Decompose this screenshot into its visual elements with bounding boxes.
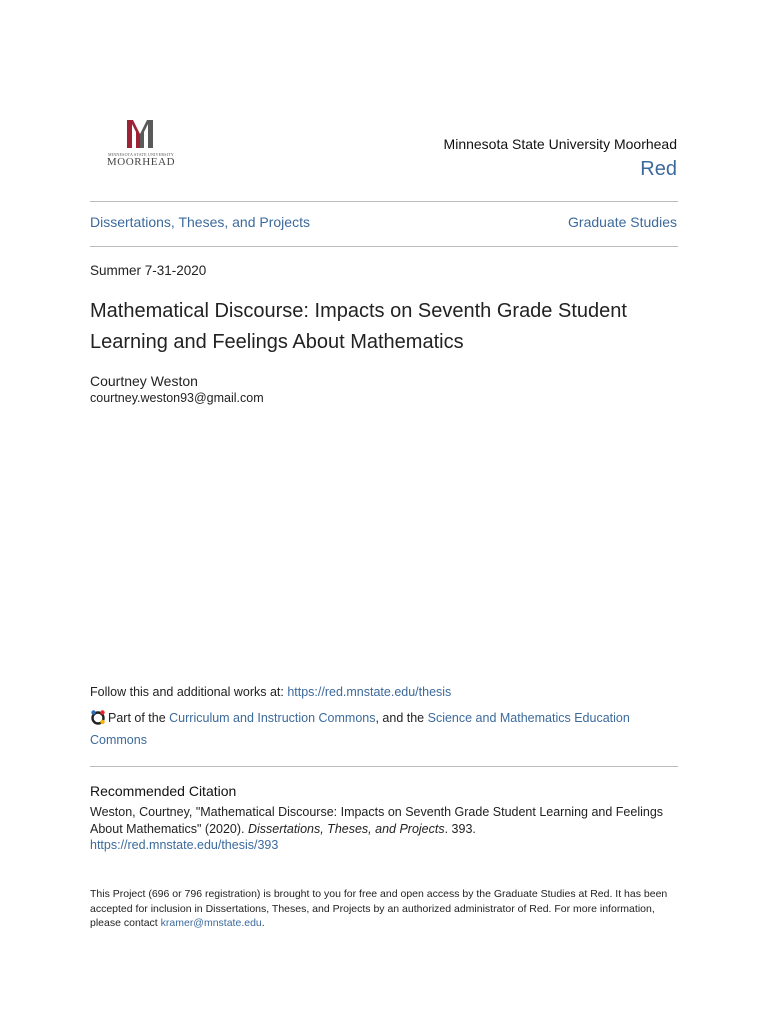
recommended-citation-heading: Recommended Citation — [90, 783, 237, 799]
citation-series: Dissertations, Theses, and Projects — [247, 821, 445, 836]
document-title: Mathematical Discourse: Impacts on Seventh Grade Student Learning and Feelings About Mathematics — [90, 300, 627, 353]
citation-part-2: . 393. — [444, 821, 476, 836]
university-logo[interactable] — [100, 116, 182, 172]
access-statement-end: . — [261, 917, 265, 929]
author-name: Courtney Weston — [90, 373, 198, 389]
divider — [90, 246, 678, 247]
publication-date: Summer 7-31-2020 — [90, 263, 207, 278]
logo-small-text: MINNESOTA STATE UNIVERSITY — [108, 152, 174, 157]
contact-email-link[interactable]: kramer@mnstate.edu — [160, 917, 262, 929]
follow-line — [90, 685, 451, 699]
divider — [90, 201, 678, 202]
moorhead-m-logo-icon — [124, 116, 156, 150]
follow-url-link[interactable]: https://red.mnstate.edu/thesis — [287, 685, 452, 699]
author-email: courtney.weston93@gmail.com — [90, 391, 264, 405]
access-statement-text: This Project (696 or 796 registration) is brought to you for free and open access by the Graduate Studies at Red. It has been accepted for inclusion in Dissertations, Theses, and Projects by an authorized administrator of Red. For more information, please contact — [90, 888, 668, 929]
access-statement — [90, 887, 680, 931]
citation-text — [90, 804, 680, 854]
part-of-line — [90, 707, 680, 751]
institution-name: Minnesota State University Moorhead — [443, 136, 677, 152]
collection-link[interactable]: Dissertations, Theses, and Projects — [90, 214, 310, 230]
repository-link[interactable]: Red — [640, 158, 677, 180]
citation-part-1: Weston, Courtney, "Mathematical Discourse: Impacts on Seventh Grade Student Learning and Feelings About Mathematics" (2020). — [90, 805, 664, 836]
network-commons-icon — [90, 709, 106, 725]
citation-url-link[interactable]: https://red.mnstate.edu/thesis/393 — [90, 838, 279, 852]
part-of-prefix: Part of the — [108, 711, 170, 725]
curriculum-commons-link[interactable]: Curriculum and Instruction Commons — [169, 711, 376, 725]
science-math-commons-link[interactable]: Science and Mathematics Education Commons — [90, 711, 630, 747]
divider — [90, 766, 678, 767]
logo-wordmark: MOORHEAD — [106, 156, 176, 168]
department-link[interactable]: Graduate Studies — [568, 214, 677, 230]
part-of-middle: , and the — [375, 711, 428, 725]
follow-prefix: Follow this and additional works at: — [90, 685, 288, 699]
